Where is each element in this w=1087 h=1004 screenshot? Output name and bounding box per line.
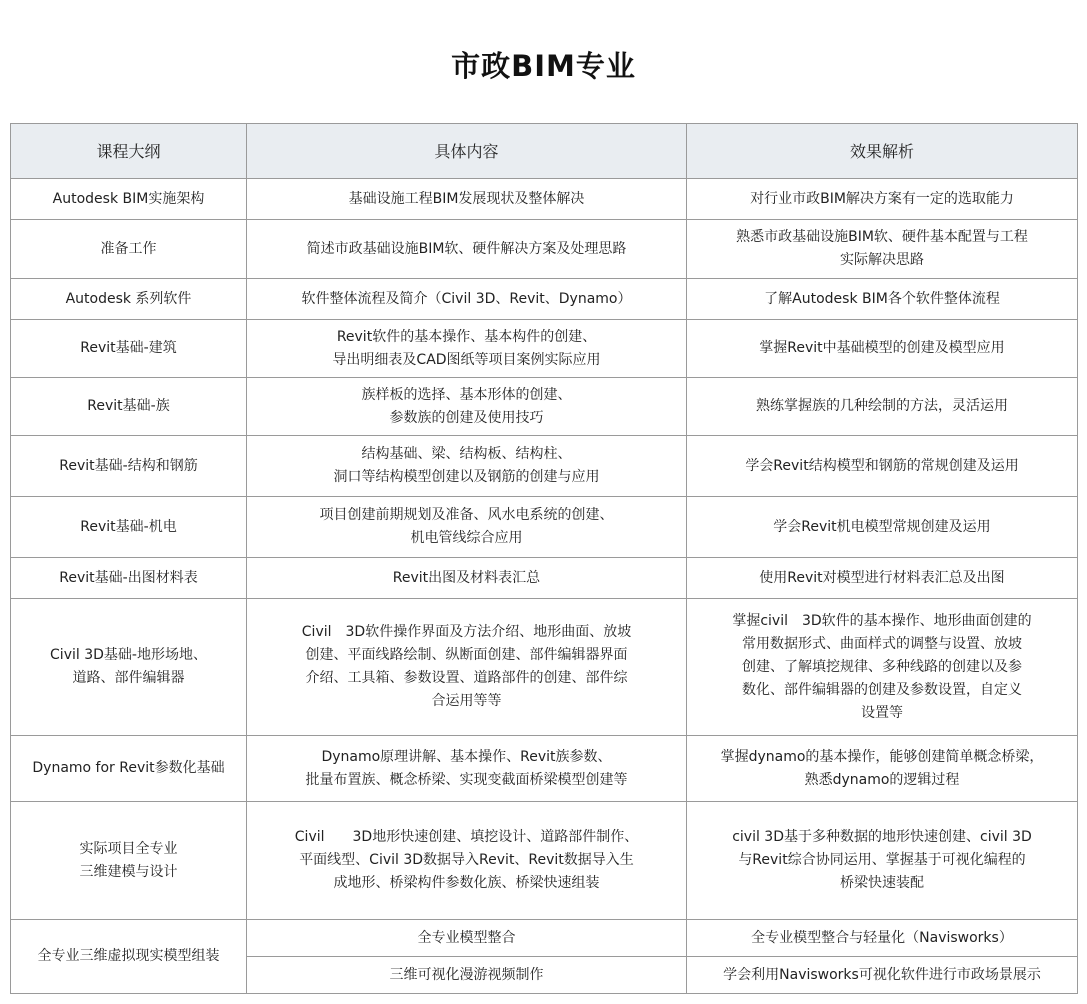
row-content: Revit软件的基本操作、基本构件的创建、 导出明细表及CAD图纸等项目案例实际应用 [247,320,687,378]
row-effect: 熟练掌握族的几种绘制的方法，灵活运用 [687,378,1078,436]
row-outline: Revit基础-族 [11,378,247,436]
row-outline: 准备工作 [11,220,247,279]
table-row [11,802,1078,920]
row-outline: Dynamo for Revit参数化基础 [11,736,247,802]
table-row [11,220,1078,279]
table-row [11,436,1078,497]
row-content: 简述市政基础设施BIM软、硬件解决方案及处理思路 [247,220,687,279]
row-content: Revit出图及材料表汇总 [247,558,687,599]
row-effect: 对行业市政BIM解决方案有一定的选取能力 [687,179,1078,220]
header-effect: 效果解析 [687,124,1078,179]
page-title: 市政BIM专业 [451,49,636,83]
table-row [11,558,1078,599]
row-effect: 熟悉市政基础设施BIM软、硬件基本配置与工程 实际解决思路 [687,220,1078,279]
row-content: Civil 3D地形快速创建、填挖设计、道路部件制作、 平面线型、Civil 3D数据导入Revit、Revit数据导入生 成地形、桥梁构件参数化族、桥梁快速组装 [247,802,687,920]
row-content: 全专业模型整合 [247,920,687,957]
row-effect: 学会Revit机电模型常规创建及运用 [687,497,1078,558]
row-content: 族样板的选择、基本形体的创建、 参数族的创建及使用技巧 [247,378,687,436]
course-table [10,123,1078,994]
row-effect: 掌握Revit中基础模型的创建及模型应用 [687,320,1078,378]
table-row [11,179,1078,220]
row-content: 基础设施工程BIM发展现状及整体解决 [247,179,687,220]
header-content: 具体内容 [247,124,687,179]
table-row [11,320,1078,378]
table-row [11,497,1078,558]
table-row [11,920,1078,957]
row-outline: 实际项目全专业 三维建模与设计 [11,802,247,920]
row-effect: civil 3D基于多种数据的地形快速创建、civil 3D 与Revit综合协同运用、掌握基于可视化编程的 桥梁快速装配 [687,802,1078,920]
row-effect: 了解Autodesk BIM各个软件整体流程 [687,279,1078,320]
row-outline: Autodesk BIM实施架构 [11,179,247,220]
row-outline: Revit基础-结构和钢筋 [11,436,247,497]
row-content: Dynamo原理讲解、基本操作、Revit族参数、 批量布置族、概念桥梁、实现变截面桥梁模型创建等 [247,736,687,802]
row-effect: 掌握civil 3D软件的基本操作、地形曲面创建的 常用数据形式、曲面样式的调整与设置、放坡 创建、了解填挖规律、多种线路的创建以及参 数化、部件编辑器的创建及参数设置，自定义 设置等 [687,599,1078,736]
row-outline: Autodesk 系列软件 [11,279,247,320]
table-row [11,378,1078,436]
row-effect: 全专业模型整合与轻量化（Navisworks） [687,920,1078,957]
row-outline: Revit基础-出图材料表 [11,558,247,599]
row-content: 软件整体流程及简介（Civil 3D、Revit、Dynamo） [247,279,687,320]
row-outline: Civil 3D基础-地形场地、 道路、部件编辑器 [11,599,247,736]
header-outline: 课程大纲 [11,124,247,179]
row-content: 三维可视化漫游视频制作 [247,957,687,994]
row-outline: Revit基础-建筑 [11,320,247,378]
row-content: 项目创建前期规划及准备、风水电系统的创建、 机电管线综合应用 [247,497,687,558]
row-content: Civil 3D软件操作界面及方法介绍、地形曲面、放坡 创建、平面线路绘制、纵断面创建、部件编辑器界面 介绍、工具箱、参数设置、道路部件的创建、部件综 合运用等等 [247,599,687,736]
row-effect: 学会Revit结构模型和钢筋的常规创建及运用 [687,436,1078,497]
table-row [11,279,1078,320]
row-effect: 学会利用Navisworks可视化软件进行市政场景展示 [687,957,1078,994]
table-row [11,599,1078,736]
row-effect: 使用Revit对模型进行材料表汇总及出图 [687,558,1078,599]
row-outline: Revit基础-机电 [11,497,247,558]
table-header-row [11,124,1078,179]
table-row [11,736,1078,802]
row-effect: 掌握dynamo的基本操作，能够创建简单概念桥梁， 熟悉dynamo的逻辑过程 [687,736,1078,802]
row-content: 结构基础、梁、结构板、结构柱、 洞口等结构模型创建以及钢筋的创建与应用 [247,436,687,497]
row-outline-merged: 全专业三维虚拟现实模型组装 [11,920,247,994]
